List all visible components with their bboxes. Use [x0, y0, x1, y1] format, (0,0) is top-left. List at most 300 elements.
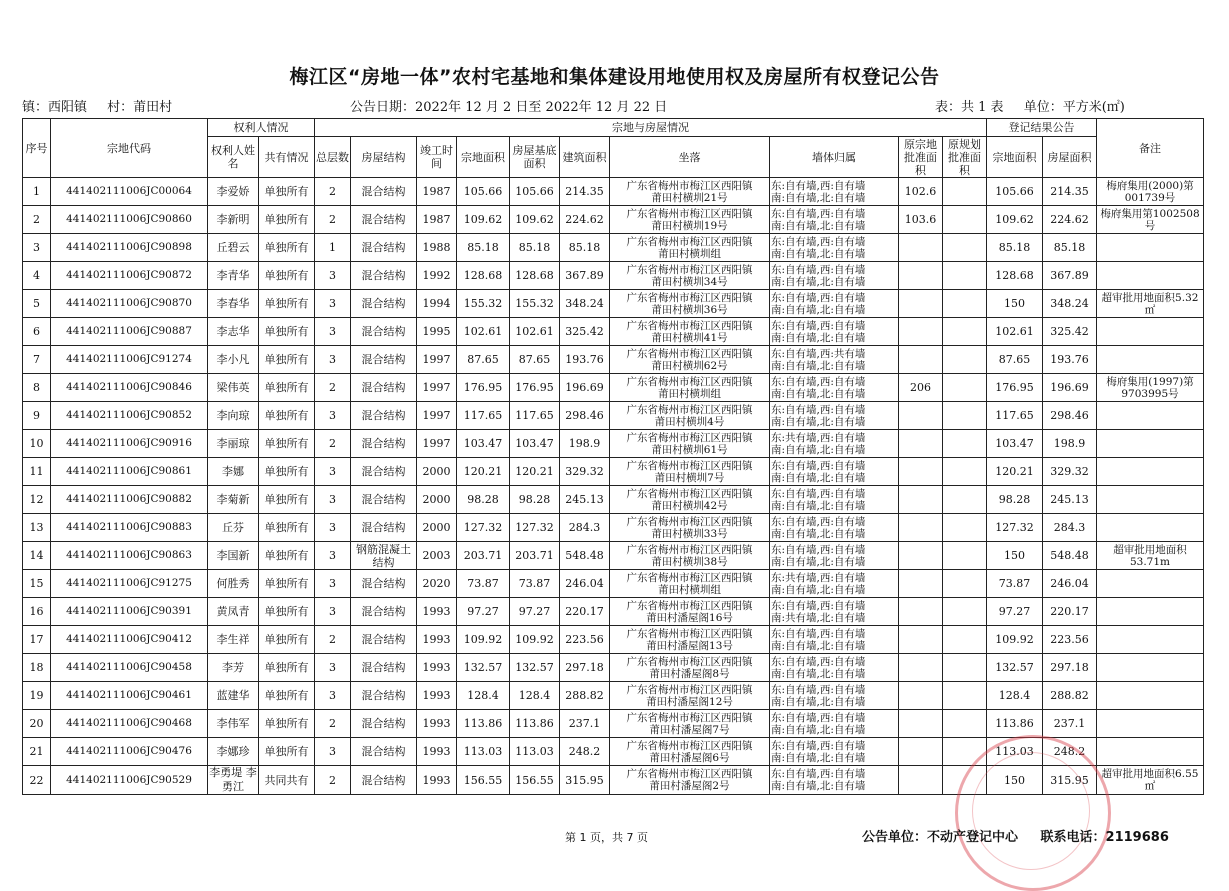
row-code: 441402111006JC90476: [51, 738, 208, 766]
row-orig-approved: [899, 682, 943, 710]
row-build-area: 348.24: [560, 290, 610, 318]
row-location-line: 广东省梅州市梅江区西阳镇: [626, 599, 753, 612]
row-seq: 15: [23, 570, 51, 598]
row-location-line: 广东省梅州市梅江区西阳镇: [626, 515, 753, 528]
row-orig-plan: [943, 346, 987, 374]
row-wall-line: 南:自有墙,北:自有墙: [771, 639, 866, 652]
row-seq: 21: [23, 738, 51, 766]
row-build-area: 298.46: [560, 402, 610, 430]
row-base-area: 109.62: [510, 206, 560, 234]
row-location-line: 莆田村横圳36号: [651, 303, 728, 316]
row-result-land: 113.86: [987, 710, 1043, 738]
row-wall-line: 东:共有墙,西:自有墙: [771, 571, 866, 584]
row-location: [610, 178, 770, 206]
row-code: 441402111006JC90860: [51, 206, 208, 234]
row-seq: 3: [23, 234, 51, 262]
row-orig-approved: [899, 766, 943, 795]
row-share: 单独所有: [259, 290, 315, 318]
row-orig-approved: [899, 514, 943, 542]
row-year: 1997: [417, 430, 457, 458]
row-location-line: 广东省梅州市梅江区西阳镇: [626, 235, 753, 248]
row-remark: 梅府集用(2000)第001739号: [1097, 178, 1204, 206]
row-seq: 1: [23, 178, 51, 206]
row-location: [610, 626, 770, 654]
row-floors: 3: [315, 514, 351, 542]
table-row: [23, 626, 1204, 654]
row-base-area: 73.87: [510, 570, 560, 598]
header-result-land: 宗地面积: [987, 137, 1043, 178]
row-build-area: 220.17: [560, 598, 610, 626]
row-floors: 2: [315, 766, 351, 795]
row-result-house: 248.2: [1043, 738, 1097, 766]
row-build-area: 297.18: [560, 654, 610, 682]
header-floors: 总层数: [315, 137, 351, 178]
row-structure: 混合结构: [351, 682, 417, 710]
row-year: 1993: [417, 682, 457, 710]
table-row: [23, 178, 1204, 206]
row-wall: [770, 542, 899, 570]
row-location: [610, 318, 770, 346]
row-seq: 16: [23, 598, 51, 626]
table-row: [23, 514, 1204, 542]
row-seq: 20: [23, 710, 51, 738]
row-share: 单独所有: [259, 514, 315, 542]
header-land-area: 宗地面积: [457, 137, 510, 178]
row-location-line: 广东省梅州市梅江区西阳镇: [626, 571, 753, 584]
row-base-area: 127.32: [510, 514, 560, 542]
row-code: 441402111006JC90846: [51, 374, 208, 402]
row-owner-name: 李青华: [208, 262, 259, 290]
row-land-area: 120.21: [457, 458, 510, 486]
table-row: [23, 486, 1204, 514]
row-result-house: 223.56: [1043, 626, 1097, 654]
table-row: [23, 682, 1204, 710]
row-floors: 2: [315, 374, 351, 402]
row-land-area: 113.86: [457, 710, 510, 738]
row-share: 单独所有: [259, 234, 315, 262]
row-location: [610, 430, 770, 458]
row-wall-line: 东:自有墙,西:自有墙: [771, 375, 866, 388]
row-floors: 3: [315, 262, 351, 290]
row-base-area: 103.47: [510, 430, 560, 458]
row-wall: [770, 570, 899, 598]
row-result-house: 224.62: [1043, 206, 1097, 234]
row-wall-line: 南:自有墙,北:自有墙: [771, 583, 866, 596]
row-wall-line: 东:自有墙,西:自有墙: [771, 655, 866, 668]
row-share: 单独所有: [259, 206, 315, 234]
row-wall: [770, 234, 899, 262]
row-location: [610, 598, 770, 626]
row-result-land: 105.66: [987, 178, 1043, 206]
row-orig-approved: [899, 430, 943, 458]
row-share: 单独所有: [259, 262, 315, 290]
phone-label: 联系电话：2119686: [1040, 830, 1169, 845]
row-share: 单独所有: [259, 486, 315, 514]
row-result-house: 245.13: [1043, 486, 1097, 514]
row-year: 2000: [417, 458, 457, 486]
table-row: [23, 262, 1204, 290]
row-share: 单独所有: [259, 570, 315, 598]
row-share: 单独所有: [259, 318, 315, 346]
row-base-area: 156.55: [510, 766, 560, 795]
row-result-house: 85.18: [1043, 234, 1097, 262]
row-land-area: 117.65: [457, 402, 510, 430]
row-structure: 混合结构: [351, 402, 417, 430]
row-owner-name: 蓝建华: [208, 682, 259, 710]
table-row: [23, 654, 1204, 682]
row-orig-approved: 103.6: [899, 206, 943, 234]
row-code: 441402111006JC90458: [51, 654, 208, 682]
row-wall: [770, 262, 899, 290]
row-orig-approved: [899, 738, 943, 766]
row-location-line: 莆田村横圳42号: [651, 499, 728, 512]
row-structure: 混合结构: [351, 290, 417, 318]
row-share: 单独所有: [259, 402, 315, 430]
row-base-area: 102.61: [510, 318, 560, 346]
location-info: [22, 96, 176, 115]
header-orig-approved: 原宗地批准面积: [899, 137, 943, 178]
row-build-area: 196.69: [560, 374, 610, 402]
row-wall-line: 南:自有墙,北:自有墙: [771, 471, 866, 484]
row-location: [610, 206, 770, 234]
row-structure: 混合结构: [351, 318, 417, 346]
header-result-house: 房屋面积: [1043, 137, 1097, 178]
row-result-land: 103.47: [987, 430, 1043, 458]
row-orig-approved: [899, 710, 943, 738]
row-wall-line: 南:共有墙,北:自有墙: [771, 611, 866, 624]
row-orig-approved: [899, 458, 943, 486]
row-base-area: 117.65: [510, 402, 560, 430]
row-result-house: 284.3: [1043, 514, 1097, 542]
row-base-area: 113.86: [510, 710, 560, 738]
row-owner-name: 丘碧云: [208, 234, 259, 262]
row-result-house: 193.76: [1043, 346, 1097, 374]
row-structure: 混合结构: [351, 234, 417, 262]
row-result-house: 198.9: [1043, 430, 1097, 458]
row-base-area: 85.18: [510, 234, 560, 262]
row-land-area: 113.03: [457, 738, 510, 766]
row-orig-approved: [899, 486, 943, 514]
row-owner-name: 丘芬: [208, 514, 259, 542]
row-build-area: 245.13: [560, 486, 610, 514]
row-land-area: 203.71: [457, 542, 510, 570]
row-code: 441402111006JC90863: [51, 542, 208, 570]
row-remark: [1097, 458, 1204, 486]
row-wall-line: 南:自有墙,北:自有墙: [771, 751, 866, 764]
header-seq: 序号: [23, 119, 51, 178]
row-wall: [770, 682, 899, 710]
row-base-area: 176.95: [510, 374, 560, 402]
row-orig-plan: [943, 542, 987, 570]
row-land-area: 176.95: [457, 374, 510, 402]
row-year: 1992: [417, 262, 457, 290]
unit-label: 单位：平方米(㎡): [1023, 100, 1125, 115]
row-code: 441402111006JC90412: [51, 626, 208, 654]
row-year: 2003: [417, 542, 457, 570]
row-base-area: 87.65: [510, 346, 560, 374]
row-result-land: 87.65: [987, 346, 1043, 374]
row-location: [610, 458, 770, 486]
row-build-area: 224.62: [560, 206, 610, 234]
header-build-area: 建筑面积: [560, 137, 610, 178]
row-result-land: 120.21: [987, 458, 1043, 486]
row-structure: 混合结构: [351, 514, 417, 542]
row-floors: 2: [315, 710, 351, 738]
row-orig-plan: [943, 206, 987, 234]
row-orig-plan: [943, 290, 987, 318]
row-land-area: 128.4: [457, 682, 510, 710]
row-code: 441402111006JC90852: [51, 402, 208, 430]
row-wall-line: 东:自有墙,西:自有墙: [771, 291, 866, 304]
page-number: 第 1 页，共 7 页: [565, 831, 648, 844]
village-label: 村：莆田村: [107, 100, 173, 115]
row-wall: [770, 206, 899, 234]
row-location-line: 广东省梅州市梅江区西阳镇: [626, 543, 753, 556]
registration-table: [22, 118, 1204, 795]
row-structure: 混合结构: [351, 598, 417, 626]
row-land-area: 109.62: [457, 206, 510, 234]
row-base-area: 105.66: [510, 178, 560, 206]
header-wall: 墙体归属: [770, 137, 899, 178]
row-seq: 9: [23, 402, 51, 430]
row-year: 2000: [417, 486, 457, 514]
row-seq: 18: [23, 654, 51, 682]
row-year: 1988: [417, 234, 457, 262]
row-structure: 混合结构: [351, 626, 417, 654]
row-remark: [1097, 430, 1204, 458]
row-orig-approved: [899, 570, 943, 598]
table-row: [23, 430, 1204, 458]
row-land-area: 155.32: [457, 290, 510, 318]
row-result-land: 109.92: [987, 626, 1043, 654]
row-result-house: 367.89: [1043, 262, 1097, 290]
row-wall: [770, 318, 899, 346]
row-result-land: 128.4: [987, 682, 1043, 710]
row-location: [610, 402, 770, 430]
row-location: [610, 766, 770, 795]
row-wall-line: 东:自有墙,西:自有墙: [771, 263, 866, 276]
table-row: [23, 206, 1204, 234]
row-base-area: 155.32: [510, 290, 560, 318]
row-wall: [770, 458, 899, 486]
row-location-line: 莆田村横圳19号: [651, 219, 728, 232]
row-wall-line: 南:自有墙,北:自有墙: [771, 780, 866, 792]
table-row: [23, 346, 1204, 374]
row-wall: [770, 766, 899, 795]
row-orig-approved: [899, 626, 943, 654]
row-result-house: 288.82: [1043, 682, 1097, 710]
row-location: [610, 570, 770, 598]
header-owner-name: 权利人姓名: [208, 137, 259, 178]
row-wall-line: 东:自有墙,西:共有墙: [771, 347, 866, 360]
row-build-area: 288.82: [560, 682, 610, 710]
row-result-house: 329.32: [1043, 458, 1097, 486]
announcement-date: 公告日期：2022年 12 月 2 日至 2022年 12 月 22 日: [350, 100, 668, 115]
row-orig-approved: [899, 346, 943, 374]
row-share: 单独所有: [259, 458, 315, 486]
row-wall-line: 南:自有墙,北:自有墙: [771, 499, 866, 512]
row-owner-name: 李芳: [208, 654, 259, 682]
row-share: 单独所有: [259, 626, 315, 654]
row-code: 441402111006JC90870: [51, 290, 208, 318]
row-owner-name: 李娜珍: [208, 738, 259, 766]
table-row: [23, 766, 1204, 795]
row-wall: [770, 598, 899, 626]
row-seq: 19: [23, 682, 51, 710]
row-floors: 2: [315, 430, 351, 458]
row-wall-line: 南:自有墙,北:自有墙: [771, 415, 866, 428]
row-location-line: 莆田村潘屋阁16号: [646, 611, 733, 624]
row-result-land: 128.68: [987, 262, 1043, 290]
row-wall: [770, 514, 899, 542]
table-body: [23, 178, 1204, 795]
row-orig-approved: [899, 542, 943, 570]
row-orig-approved: [899, 654, 943, 682]
row-seq: 14: [23, 542, 51, 570]
table-row: [23, 542, 1204, 570]
row-remark: 超审批用地面积6.55㎡: [1097, 766, 1204, 795]
row-year: 1997: [417, 374, 457, 402]
row-structure: 钢筋混凝土结构: [351, 542, 417, 570]
row-orig-approved: [899, 318, 943, 346]
row-location-line: 广东省梅州市梅江区西阳镇: [626, 375, 753, 388]
row-build-area: 85.18: [560, 234, 610, 262]
row-remark: 超审批用地面积5.32㎡: [1097, 290, 1204, 318]
row-wall-line: 南:自有墙,北:自有墙: [771, 219, 866, 232]
row-wall-line: 东:自有墙,西:自有墙: [771, 459, 866, 472]
row-owner-name: 何胜秀: [208, 570, 259, 598]
row-code: 441402111006JC90916: [51, 430, 208, 458]
row-structure: 混合结构: [351, 766, 417, 795]
row-location-line: 莆田村潘屋阁12号: [646, 695, 733, 708]
header-structure: 房屋结构: [351, 137, 417, 178]
row-build-area: 248.2: [560, 738, 610, 766]
row-remark: 超审批用地面积53.71m: [1097, 542, 1204, 570]
row-remark: [1097, 514, 1204, 542]
row-location: [610, 654, 770, 682]
row-location: [610, 234, 770, 262]
row-share: 单独所有: [259, 738, 315, 766]
row-orig-plan: [943, 570, 987, 598]
row-build-area: 367.89: [560, 262, 610, 290]
row-orig-plan: [943, 654, 987, 682]
row-result-house: 196.69: [1043, 374, 1097, 402]
row-build-area: 223.56: [560, 626, 610, 654]
row-wall-line: 东:自有墙,西:自有墙: [771, 739, 866, 752]
row-owner-name: 李勇堤 李勇江: [209, 766, 257, 793]
row-wall-line: 南:自有墙,北:自有墙: [771, 331, 866, 344]
header-base-area: 房屋基底面积: [510, 137, 560, 178]
table-row: [23, 374, 1204, 402]
row-orig-plan: [943, 486, 987, 514]
row-remark: [1097, 318, 1204, 346]
row-location-line: 广东省梅州市梅江区西阳镇: [626, 768, 753, 780]
row-structure: 混合结构: [351, 710, 417, 738]
row-orig-plan: [943, 682, 987, 710]
row-wall-line: 南:自有墙,北:自有墙: [771, 303, 866, 316]
row-wall-line: 南:自有墙,北:自有墙: [771, 695, 866, 708]
row-floors: 3: [315, 542, 351, 570]
row-code: 441402111006JC00064: [51, 178, 208, 206]
row-location-line: 广东省梅州市梅江区西阳镇: [626, 207, 753, 220]
row-wall-line: 南:自有墙,北:自有墙: [771, 191, 866, 204]
row-remark: [1097, 654, 1204, 682]
row-code: 441402111006JC90898: [51, 234, 208, 262]
row-location-line: 莆田村横圳33号: [651, 527, 728, 540]
row-owner-name: 李爱娇: [208, 178, 259, 206]
row-result-land: 98.28: [987, 486, 1043, 514]
row-location-line: 莆田村潘屋阁2号: [649, 780, 730, 792]
row-orig-plan: [943, 626, 987, 654]
row-result-house: 325.42: [1043, 318, 1097, 346]
row-wall-line: 南:自有墙,北:自有墙: [771, 555, 866, 568]
issuer-label: 公告单位：不动产登记中心: [862, 830, 1019, 845]
row-wall-line: 东:共有墙,西:自有墙: [771, 431, 866, 444]
row-location: [610, 710, 770, 738]
row-wall-line: 南:自有墙,北:自有墙: [771, 443, 866, 456]
row-build-area: 548.48: [560, 542, 610, 570]
row-remark: [1097, 346, 1204, 374]
row-result-land: 73.87: [987, 570, 1043, 598]
page-title: 梅江区“房地一体”农村宅基地和集体建设用地使用权及房屋所有权登记公告: [289, 66, 940, 88]
row-remark: 梅府集用(1997)第9703995号: [1097, 374, 1204, 402]
header-location: 坐落: [610, 137, 770, 178]
row-land-area: 97.27: [457, 598, 510, 626]
row-result-land: 150: [987, 542, 1043, 570]
row-wall-line: 东:自有墙,西:自有墙: [771, 683, 866, 696]
row-location-line: 莆田村横圳21号: [651, 191, 728, 204]
row-owner-name: 李新明: [208, 206, 259, 234]
row-year: 1997: [417, 346, 457, 374]
row-location-line: 广东省梅州市梅江区西阳镇: [626, 291, 753, 304]
row-land-area: 156.55: [457, 766, 510, 795]
row-land-area: 105.66: [457, 178, 510, 206]
row-base-area: 203.71: [510, 542, 560, 570]
row-structure: 混合结构: [351, 430, 417, 458]
row-wall: [770, 346, 899, 374]
row-land-area: 98.28: [457, 486, 510, 514]
row-year: 1987: [417, 206, 457, 234]
row-year: 2020: [417, 570, 457, 598]
row-year: 1997: [417, 402, 457, 430]
row-year: 1993: [417, 654, 457, 682]
row-orig-plan: [943, 402, 987, 430]
row-result-land: 97.27: [987, 598, 1043, 626]
row-orig-approved: [899, 598, 943, 626]
row-location-line: 广东省梅州市梅江区西阳镇: [626, 487, 753, 500]
sheet-info: [935, 96, 1129, 115]
row-floors: 3: [315, 318, 351, 346]
row-wall-line: 东:自有墙,西:自有墙: [771, 179, 866, 192]
table-row: [23, 290, 1204, 318]
row-year: 1993: [417, 766, 457, 795]
row-wall: [770, 178, 899, 206]
row-code: 441402111006JC90468: [51, 710, 208, 738]
header-remark: 备注: [1097, 119, 1204, 178]
row-floors: 3: [315, 290, 351, 318]
row-remark: [1097, 486, 1204, 514]
row-location-line: 广东省梅州市梅江区西阳镇: [626, 627, 753, 640]
row-wall: [770, 738, 899, 766]
table-row: [23, 598, 1204, 626]
row-share: 单独所有: [259, 542, 315, 570]
row-owner-name: 李小凡: [208, 346, 259, 374]
row-owner-name: 李伟军: [208, 710, 259, 738]
row-code: 441402111006JC90529: [51, 766, 208, 795]
row-seq: 17: [23, 626, 51, 654]
row-share: 单独所有: [259, 654, 315, 682]
row-result-house: 548.48: [1043, 542, 1097, 570]
